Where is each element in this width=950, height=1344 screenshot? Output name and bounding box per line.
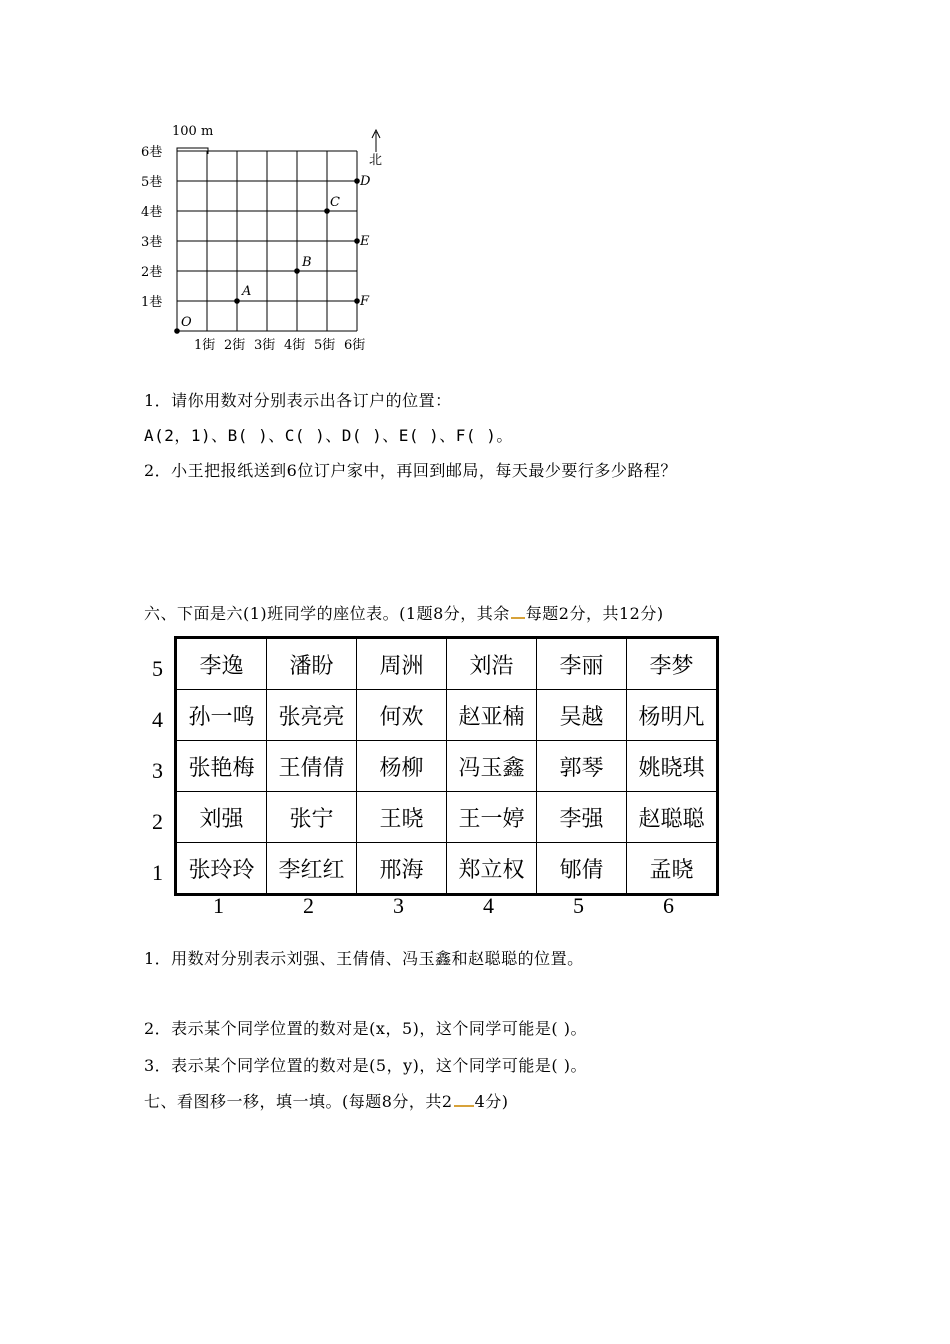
seat-cell: 郇倩 <box>537 843 627 895</box>
point-e-marker <box>354 238 360 244</box>
seat-cell: 孟晓 <box>627 843 718 895</box>
seat-cell: 孙一鸣 <box>176 690 267 741</box>
seat-cell: 吴越 <box>537 690 627 741</box>
street-label: 3街 <box>254 338 276 353</box>
point-a-marker <box>234 298 240 304</box>
section5-question1-answer-line: A(2，1)、B( )、C( )、D( )、E( )、F( )。 <box>144 426 513 445</box>
point-f-label: F <box>360 294 370 309</box>
section6-question3: 3．表示某个同学位置的数对是(5，y)，这个同学可能是( )。 <box>144 1056 587 1075</box>
seat-cell: 郑立权 <box>447 843 537 895</box>
seat-cell: 李逸 <box>176 638 267 690</box>
section6-title-part2: 每题2分，共12分) <box>525 604 664 623</box>
point-e-label: E <box>360 234 370 249</box>
table-row <box>176 792 718 843</box>
point-c-label: C <box>330 195 340 210</box>
seat-cell: 刘强 <box>176 792 267 843</box>
seat-cell: 姚晓琪 <box>627 741 718 792</box>
lane-label: 6巷 <box>141 145 163 160</box>
col-label: 2 <box>303 893 314 918</box>
col-label: 6 <box>663 893 674 918</box>
seat-cell: 张宁 <box>267 792 357 843</box>
seat-cell: 刘浩 <box>447 638 537 690</box>
north-label: 北 <box>369 153 383 168</box>
seat-cell: 冯玉鑫 <box>447 741 537 792</box>
section6-title-part1: 六、下面是六(1)班同学的座位表。(1题8分，其余 <box>144 604 510 623</box>
seat-cell: 王晓 <box>357 792 447 843</box>
lane-label: 4巷 <box>141 205 163 220</box>
street-label: 4街 <box>284 338 306 353</box>
seat-cell: 赵亚楠 <box>447 690 537 741</box>
street-label: 5街 <box>314 338 336 353</box>
point-c-marker <box>324 208 330 214</box>
section5-question2: 2．小王把报纸送到6位订户家中，再回到邮局，每天最少要行多少路程？ <box>144 461 677 480</box>
table-row <box>176 638 718 690</box>
scale-label: 100 m <box>172 124 214 139</box>
seat-cell: 张艳梅 <box>176 741 267 792</box>
point-o-marker <box>174 328 180 334</box>
section6-question2: 2．表示某个同学位置的数对是(x，5)，这个同学可能是( )。 <box>144 1019 587 1038</box>
table-row <box>176 741 718 792</box>
seat-cell: 王倩倩 <box>267 741 357 792</box>
highlight-mark <box>454 1105 474 1107</box>
point-b-marker <box>294 268 300 274</box>
seat-cell: 张亮亮 <box>267 690 357 741</box>
highlight-mark <box>511 617 525 619</box>
seat-cell: 邢海 <box>357 843 447 895</box>
seat-cell: 李红红 <box>267 843 357 895</box>
table-row <box>176 690 718 741</box>
point-d-label: D <box>360 174 371 189</box>
section6-question1: 1．用数对分别表示刘强、王倩倩、冯玉鑫和赵聪聪的位置。 <box>144 949 584 968</box>
col-label: 5 <box>573 893 584 918</box>
seat-cell: 李梦 <box>627 638 718 690</box>
col-label: 3 <box>393 893 404 918</box>
lane-label: 2巷 <box>141 265 163 280</box>
seat-cell: 赵聪聪 <box>627 792 718 843</box>
street-label: 1街 <box>194 338 216 353</box>
seat-cell: 何欢 <box>357 690 447 741</box>
map-grid <box>177 151 357 331</box>
row-label: 3 <box>152 758 163 783</box>
seat-cell: 李丽 <box>537 638 627 690</box>
row-label: 4 <box>152 707 163 732</box>
section6-title <box>144 601 664 624</box>
row-label: 2 <box>152 809 163 834</box>
point-o-label: O <box>181 315 192 330</box>
point-f-marker <box>354 298 360 304</box>
section7-title-part1: 七、看图移一移，填一填。(每题8分，共2 <box>144 1092 453 1111</box>
col-label: 4 <box>483 893 494 918</box>
seat-cell: 郭琴 <box>537 741 627 792</box>
row-label: 5 <box>152 656 163 681</box>
street-label: 6街 <box>344 338 366 353</box>
table-row <box>176 843 718 895</box>
seat-cell: 李强 <box>537 792 627 843</box>
point-a-label: A <box>242 284 252 299</box>
col-label: 1 <box>213 893 224 918</box>
seat-cell: 杨柳 <box>357 741 447 792</box>
point-d-marker <box>354 178 360 184</box>
section7-title-part2: 4分) <box>474 1092 509 1111</box>
section7-title <box>144 1089 509 1112</box>
map-figure <box>135 118 395 358</box>
seat-cell: 张玲玲 <box>176 843 267 895</box>
lane-label: 3巷 <box>141 235 163 250</box>
seat-cell: 王一婷 <box>447 792 537 843</box>
row-label: 1 <box>152 860 163 885</box>
seat-table <box>174 636 719 896</box>
section5-question1: 1．请你用数对分别表示出各订户的位置： <box>144 391 452 410</box>
seat-cell: 杨明凡 <box>627 690 718 741</box>
street-label: 2街 <box>224 338 246 353</box>
point-b-label: B <box>302 255 312 270</box>
lane-label: 5巷 <box>141 175 163 190</box>
lane-label: 1巷 <box>141 295 163 310</box>
seat-cell: 潘盼 <box>267 638 357 690</box>
seat-cell: 周洲 <box>357 638 447 690</box>
